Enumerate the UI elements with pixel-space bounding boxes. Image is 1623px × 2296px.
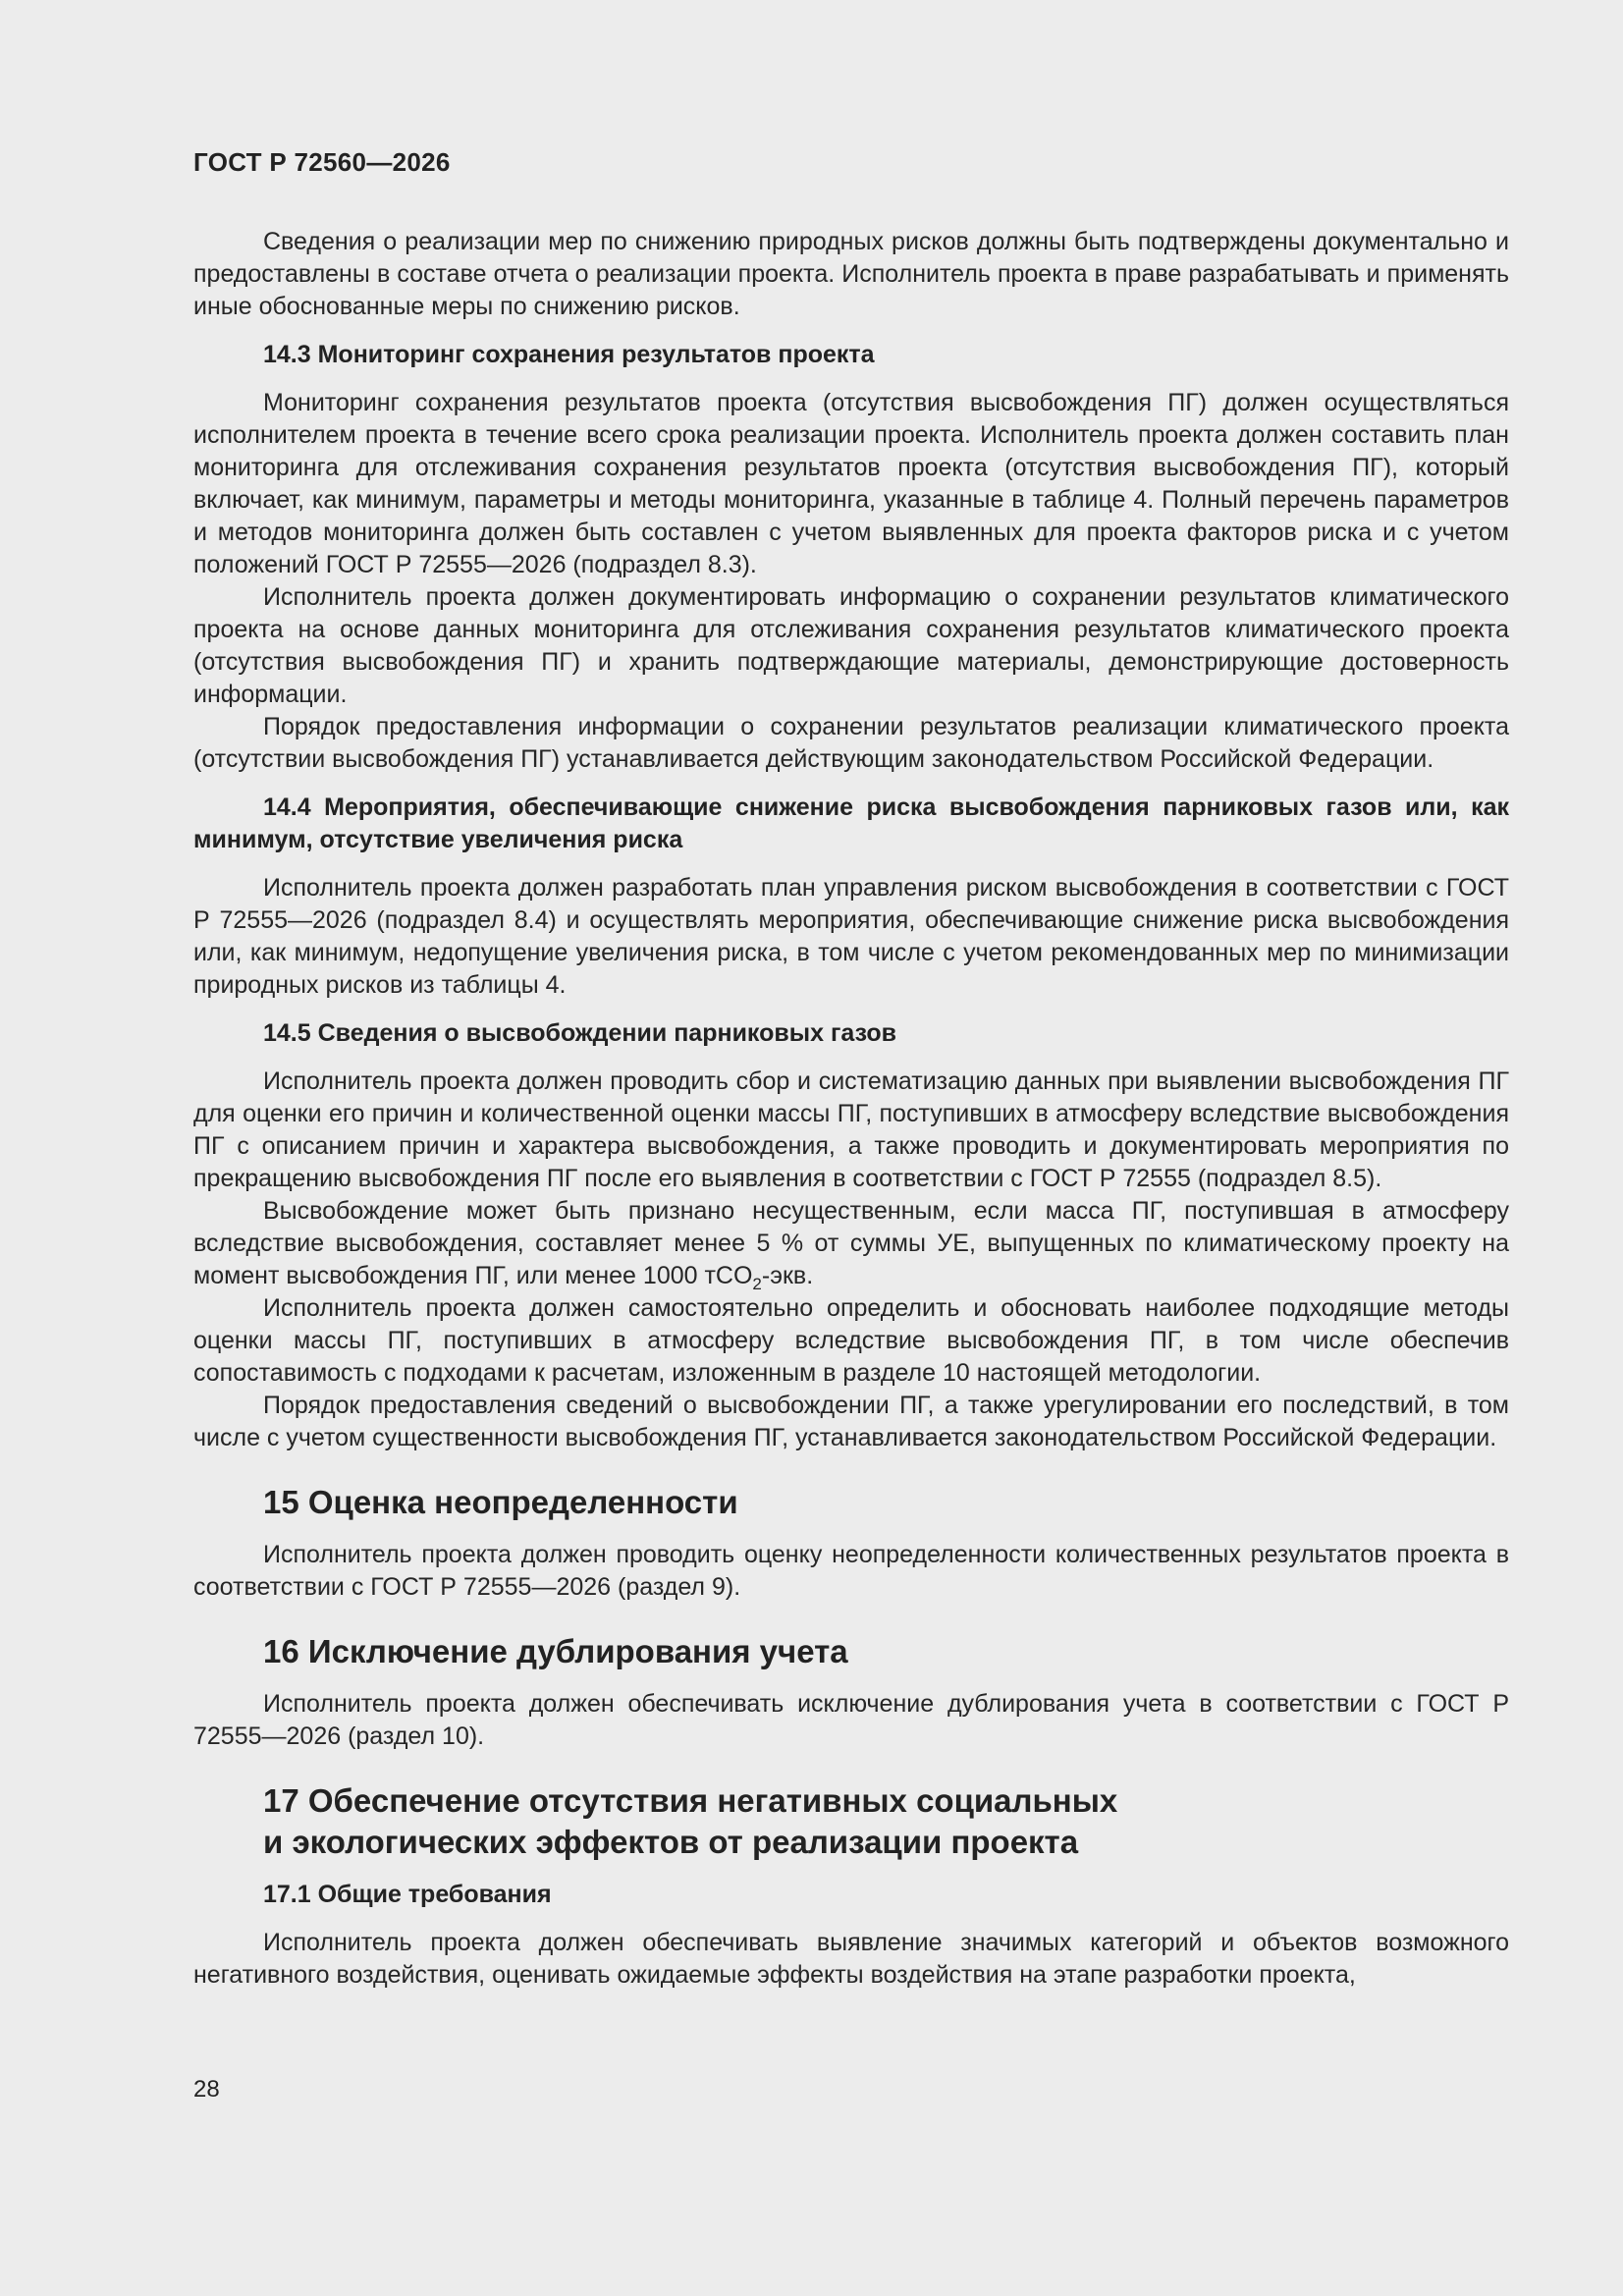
document-body <box>193 226 1509 1992</box>
insignificant-release-text: Высвобождение может быть признано несущественным, если масса ПГ, поступившая в атмосферу вследствие высвобождения, составляет менее 5 % от суммы УЕ, выпущенных по климатическому проекту на момент высвобождения ПГ, или менее 1000 тCO <box>193 1197 1509 1289</box>
section-17-heading <box>193 1780 1509 1863</box>
section-15-heading: 15 Оценка неопределенности <box>263 1484 738 1520</box>
co2-subscript: 2 <box>752 1275 762 1293</box>
paragraph-14-5-procedure: Порядок предоставления сведений о высвобождении ПГ, а также урегулировании его последствий, в том числе с учетом существенности высвобождения ПГ, устанавливается законодательством Российской Федерации. <box>193 1392 1509 1451</box>
paragraph-natural-risk-measures: Сведения о реализации мер по снижению природных рисков должны быть подтверждены документально и предоставлены в составе отчета о реализации проекта. Исполнитель проекта в праве разрабатывать и применять иные обоснованные меры по снижению рисков. <box>193 228 1509 320</box>
section-16-heading: 16 Исключение дублирования учета <box>263 1633 848 1669</box>
paragraph-14-3-documenting: Исполнитель проекта должен документировать информацию о сохранении результатов климатического проекта на основе данных мониторинга для отслеживания сохранения результатов климатического проекта (отсутствия высвобождения ПГ) и хранить подтверждающие материалы, демонстрирующие достоверность информации. <box>193 583 1509 708</box>
paragraph-14-5-data-collection: Исполнитель проекта должен проводить сбор и систематизацию данных при выявлении высвобождения ПГ для оценки его причин и количественной оценки массы ПГ, поступивших в атмосферу вследствие высвобождения ПГ с описанием причин и характера высвобождения, а также проводить и документировать мероприятия по прекращению высвобождения ПГ после его выявления в соответствии с ГОСТ Р 72555 (подраздел 8.5). <box>193 1067 1509 1192</box>
section-14-4-heading: 14.4 Мероприятия, обеспечивающие снижение риска высвобождения парниковых газов или, как минимум, отсутствие увеличения риска <box>193 793 1509 853</box>
paragraph-14-4-risk-plan: Исполнитель проекта должен разработать план управления риском высвобождения в соответствии с ГОСТ Р 72555—2026 (подраздел 8.4) и осуществлять мероприятия, обеспечивающие снижение риска высвобождения или, как минимум, недопущение увеличения риска, в том числе с учетом рекомендованных мер по минимизации природных рисков из таблицы 4. <box>193 874 1509 999</box>
paragraph-14-5-insignificant-release <box>193 1195 1509 1292</box>
section-17-heading-line-2: и экологических эффектов от реализации проекта <box>263 1824 1079 1860</box>
section-14-5-heading: 14.5 Сведения о высвобождении парниковых газов <box>263 1019 897 1047</box>
paragraph-17-1-general: Исполнитель проекта должен обеспечивать выявление значимых категорий и объектов возможного негативного воздействия, оценивать ожидаемые эффекты воздействия на этапе разработки проекта, <box>193 1929 1509 1989</box>
paragraph-14-3-monitoring: Мониторинг сохранения результатов проекта (отсутствия высвобождения ПГ) должен осуществляться исполнителем проекта в течение всего срока реализации проекта. Исполнитель проекта должен составить план мониторинга для отслеживания сохранения результатов проекта (отсутствия высвобождения ПГ), который включает, как минимум, параметры и методы мониторинга, указанные в таблице 4. Полный перечень параметров и методов мониторинга должен быть составлен с учетом выявленных для проекта факторов риска и с учетом положений ГОСТ Р 72555—2026 (подраздел 8.3). <box>193 389 1509 578</box>
paragraph-14-3-procedure: Порядок предоставления информации о сохранении результатов реализации климатического проекта (отсутствии высвобождения ПГ) устанавливается действующим законодательством Российской Федерации. <box>193 713 1509 773</box>
section-17-1-heading: 17.1 Общие требования <box>263 1881 552 1908</box>
section-14-3-heading: 14.3 Мониторинг сохранения результатов проекта <box>263 341 875 368</box>
page-number: 28 <box>193 2076 220 2103</box>
document-standard-id: ГОСТ Р 72560—2026 <box>193 147 451 177</box>
insignificant-release-suffix: -экв. <box>761 1262 814 1289</box>
paragraph-14-5-estimation-methods: Исполнитель проекта должен самостоятельно определить и обосновать наиболее подходящие методы оценки массы ПГ, поступивших в атмосферу вследствие высвобождения ПГ, в том числе обеспечив сопоставимость с подходами к расчетам, изложенным в разделе 10 настоящей методологии. <box>193 1294 1509 1387</box>
paragraph-16-double-counting: Исполнитель проекта должен обеспечивать исключение дублирования учета в соответствии с ГОСТ Р 72555—2026 (раздел 10). <box>193 1690 1509 1750</box>
section-17-heading-line-1: 17 Обеспечение отсутствия негативных социальных <box>263 1782 1118 1819</box>
paragraph-15-uncertainty: Исполнитель проекта должен проводить оценку неопределенности количественных результатов проекта в соответствии с ГОСТ Р 72555—2026 (раздел 9). <box>193 1541 1509 1601</box>
